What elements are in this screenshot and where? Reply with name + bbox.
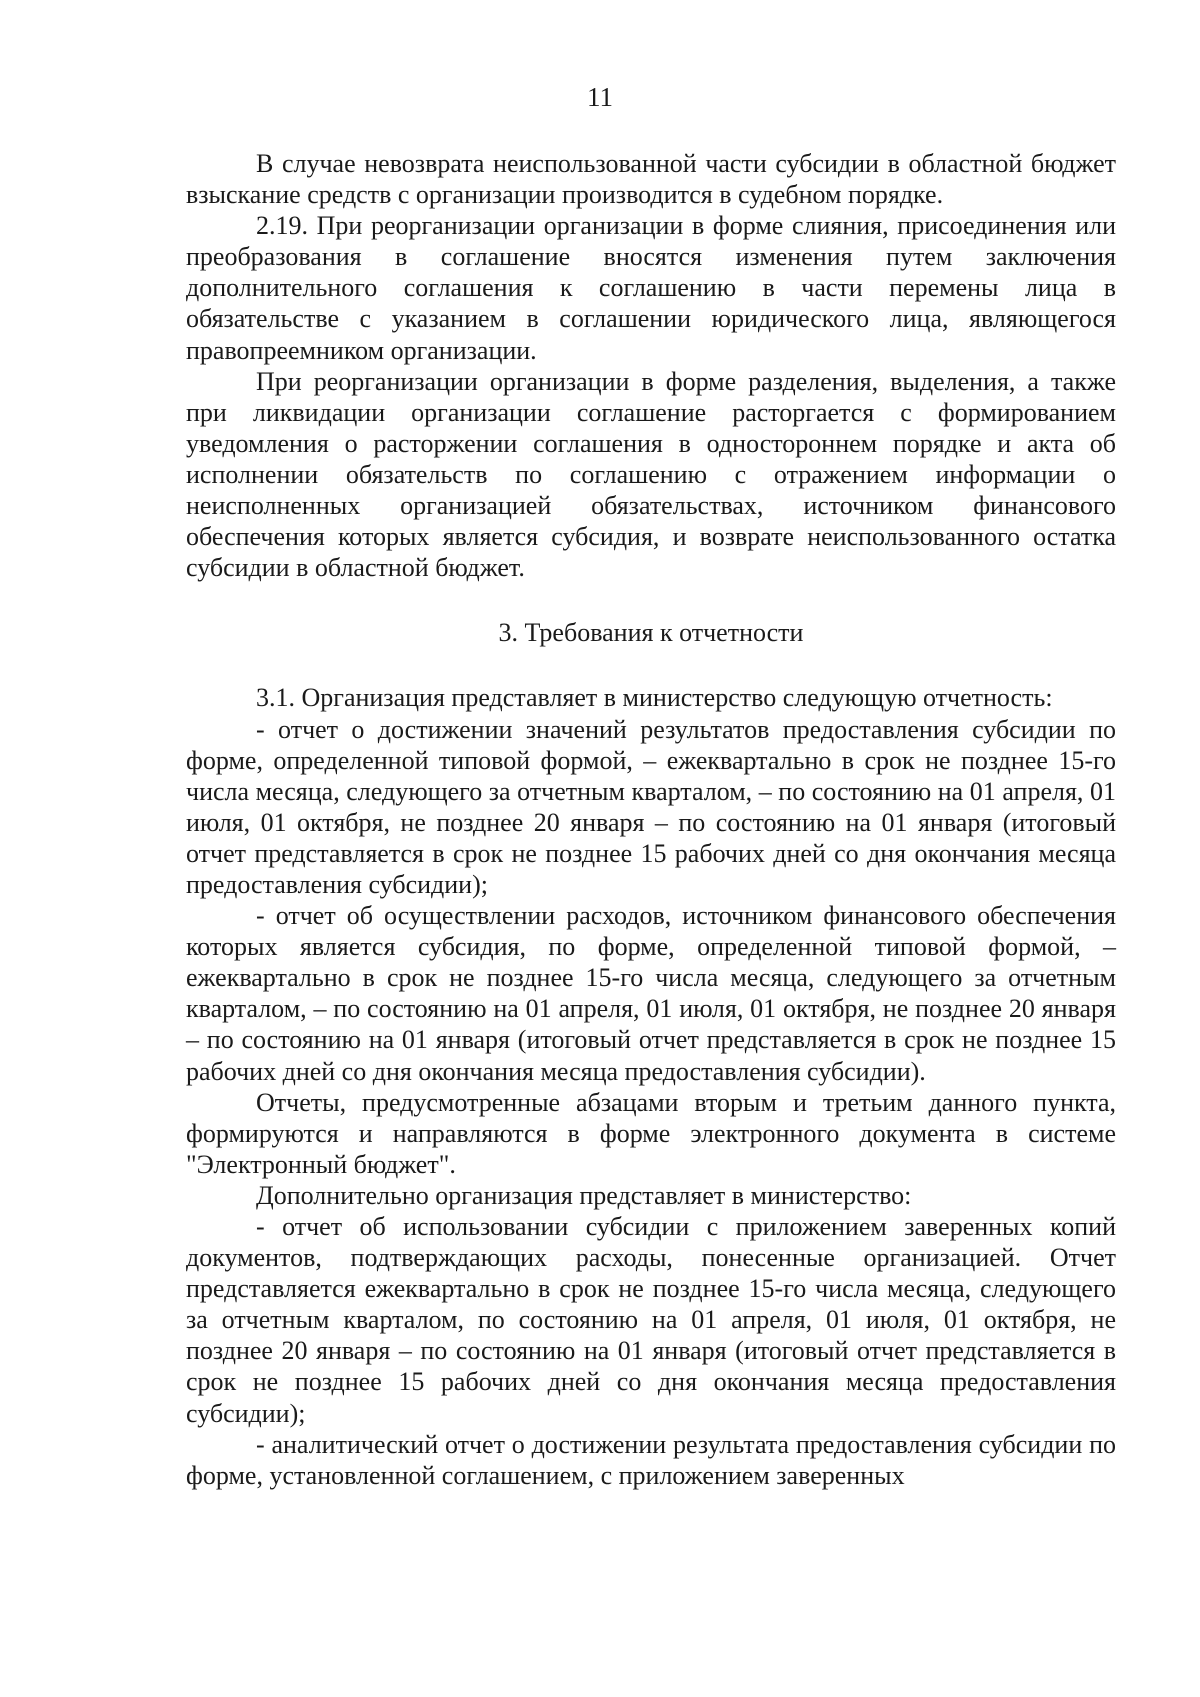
section-heading: 3. Требования к отчетности — [498, 618, 804, 648]
document-body — [186, 148, 1116, 1491]
paragraph-electronic-budget: Отчеты, предусмотренные абзацами вторым и третьим данного пункта, формируются и направляются в форме электронного документа в системе "Электронный бюджет". — [186, 1087, 1116, 1179]
paragraph-usage-report: - отчет об использовании субсидии с приложением заверенных копий документов, подтверждающих расходы, понесенные организацией. Отчет представляется ежеквартально в срок не позднее 15-го числа месяца, следующего за отчетным кварталом, по состоянию на 01 апреля, 01 июля, 01 октября, не позднее 20 января – по состоянию на 01 января (итоговый отчет представляется в срок не позднее 15 рабочих дней со дня окончания месяца предоставления субсидии); — [186, 1212, 1116, 1428]
paragraph-reorganization-termination: При реорганизации организации в форме разделения, выделения, а также при ликвидации организации соглашение расторгается с формированием уведомления о расторжении соглашения в одностороннем порядке и акта об исполнении обязательств по соглашению с отражением информации о неисполненных организацией обязательствах, источником финансового обеспечения которых является субсидия, и возврате неиспользованного остатка субсидии в областной бюджет. — [186, 366, 1116, 583]
paragraph-analytical-report: - аналитический отчет о достижении результата предоставления субсидии по форме, установленной соглашением, с приложением заверенных — [186, 1429, 1116, 1490]
paragraph-3-1-intro: 3.1. Организация представляет в министерство следующую отчетность: — [256, 683, 1053, 713]
page-number: 11 — [587, 82, 613, 112]
paragraph-refund-court: В случае невозврата неиспользованной части субсидии в областной бюджет взыскание средств с организации производится в судебном порядке. — [186, 149, 1116, 210]
paragraph-additional-intro: Дополнительно организация представляет в министерство: — [256, 1180, 912, 1210]
paragraph-expenses-report: - отчет об осуществлении расходов, источником финансового обеспечения которых является субсидия, по форме, определенной типовой формой, – ежеквартально в срок не позднее 15-го числа месяца, следующего за отчетным кварталом, – по состоянию на 01 апреля, 01 июля, 01 октября, не позднее 20 января – по состоянию на 01 января (итоговый отчет представляется в срок не позднее 15 рабочих дней со дня окончания месяца предоставления субсидии). — [186, 901, 1116, 1086]
paragraph-results-report: - отчет о достижении значений результатов предоставления субсидии по форме, определенной типовой формой, – ежеквартально в срок не позднее 15-го числа месяца, следующего за отчетным кварталом, – по состоянию на 01 апреля, 01 июля, 01 октября, не позднее 20 января – по состоянию на 01 января (итоговый отчет представляется в срок не позднее 15 рабочих дней со дня окончания месяца предоставления субсидии); — [186, 714, 1116, 899]
paragraph-2-19-reorganization: 2.19. При реорганизации организации в форме слияния, присоединения или преобразования в соглашение вносятся изменения путем заключения дополнительного соглашения к соглашению в части перемены лица в обязательстве с указанием в соглашении юридического лица, являющегося правопреемником организации. — [186, 211, 1116, 365]
